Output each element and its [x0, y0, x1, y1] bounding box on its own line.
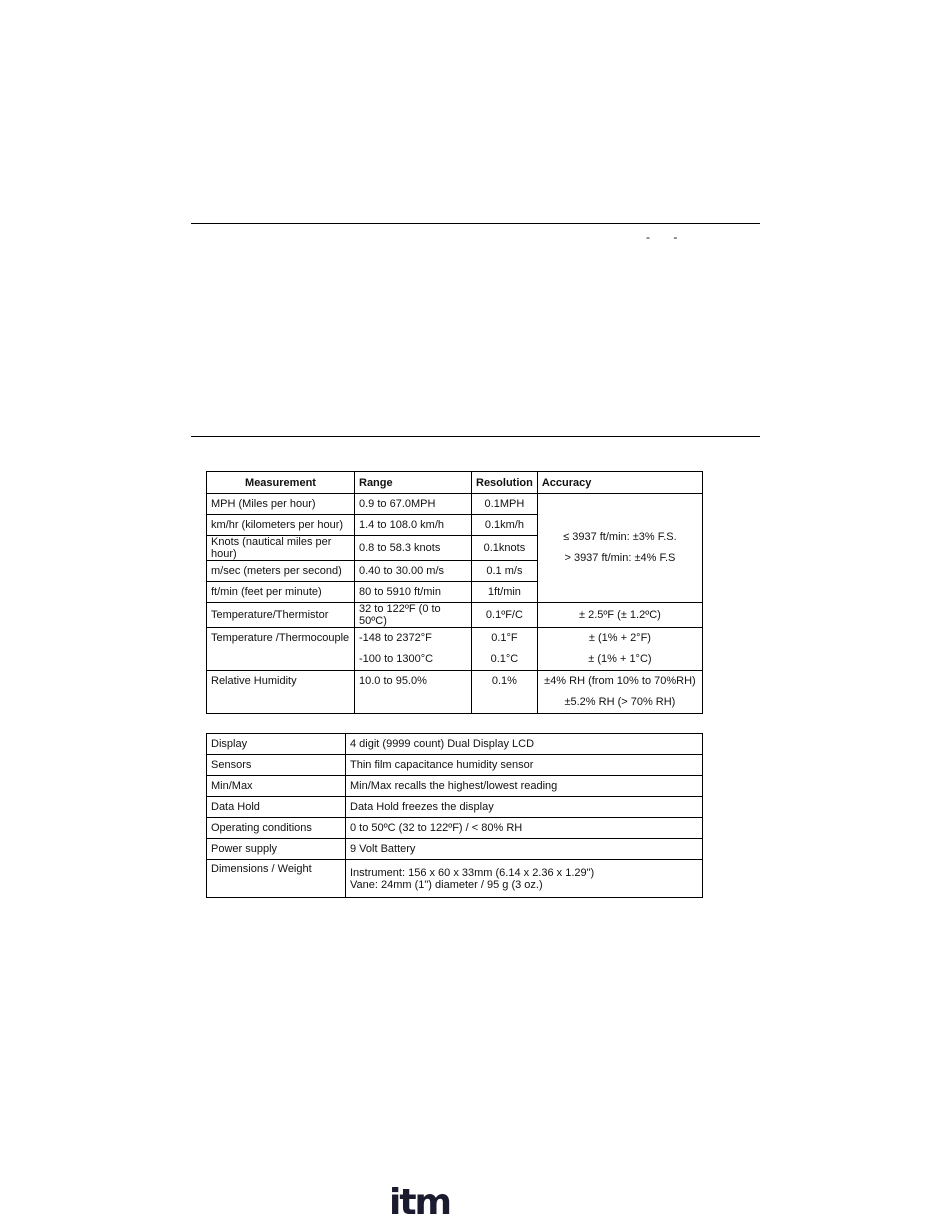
- range-line: -100 to 1300°C: [359, 653, 434, 665]
- accuracy-cell: ± 2.5ºF (± 1.2ºC): [537, 603, 702, 628]
- table-row: [207, 671, 703, 714]
- header-dashes: - -: [646, 230, 688, 244]
- table-row: [207, 797, 703, 818]
- resolution-cell: 0.1MPH: [472, 494, 538, 515]
- measurement-cell: Temperature/Thermistor: [207, 603, 355, 628]
- resolution-cell: 0.1%: [472, 671, 538, 714]
- range-cell: 0.40 to 30.00 m/s: [355, 561, 472, 582]
- spec-label: Power supply: [207, 839, 346, 860]
- resolution-cell: 0.1knots: [472, 536, 538, 561]
- measurement-cell: Temperature /Thermocouple: [207, 628, 355, 671]
- spec-value: [346, 860, 703, 898]
- accuracy-line: ± (1% + 1°C): [588, 653, 652, 665]
- header-resolution: Resolution: [472, 472, 538, 494]
- resolution-line: 0.1°C: [490, 653, 519, 665]
- measurement-cell: Relative Humidity: [207, 671, 355, 714]
- resolution-cell: 1ft/min: [472, 582, 538, 603]
- spec-value: Data Hold freezes the display: [346, 797, 703, 818]
- range-cell: 0.9 to 67.0MPH: [355, 494, 472, 515]
- accuracy-line: ≤ 3937 ft/min: ±3% F.S.: [563, 531, 677, 543]
- spec-label: Operating conditions: [207, 818, 346, 839]
- resolution-cell: [472, 628, 538, 671]
- measurement-cell: km/hr (kilometers per hour): [207, 515, 355, 536]
- accuracy-line: ±5.2% RH (> 70% RH): [564, 696, 676, 708]
- top-rule: [191, 223, 760, 224]
- accuracy-line: ± (1% + 2°F): [588, 632, 651, 644]
- accuracy-line: > 3937 ft/min: ±4% F.S: [564, 552, 676, 564]
- itm-logo: itm: [389, 1182, 451, 1223]
- resolution-cell: 0.1km/h: [472, 515, 538, 536]
- spec-value-line: Instrument: 156 x 60 x 33mm (6.14 x 2.36 x 1.29"): [350, 866, 595, 879]
- general-specifications-table: [206, 733, 703, 898]
- resolution-line: 0.1°F: [491, 632, 518, 644]
- spec-label: Dimensions / Weight: [207, 860, 346, 898]
- header-accuracy: Accuracy: [537, 472, 702, 494]
- table-row: [207, 860, 703, 898]
- spec-label: Sensors: [207, 755, 346, 776]
- table-row: [207, 603, 703, 628]
- table-header-row: [207, 472, 703, 494]
- range-line: -148 to 2372°F: [359, 632, 432, 644]
- resolution-cell: 0.1ºF/C: [472, 603, 538, 628]
- measurement-cell: Knots (nautical miles per hour): [207, 536, 355, 561]
- range-cell: 80 to 5910 ft/min: [355, 582, 472, 603]
- range-cell: [355, 628, 472, 671]
- table-row: [207, 818, 703, 839]
- table-row: [207, 734, 703, 755]
- spec-value: 0 to 50ºC (32 to 122ºF) / < 80% RH: [346, 818, 703, 839]
- spec-value: Min/Max recalls the highest/lowest reading: [346, 776, 703, 797]
- range-cell: 10.0 to 95.0%: [355, 671, 472, 714]
- measurement-cell: ft/min (feet per minute): [207, 582, 355, 603]
- accuracy-cell: [537, 628, 702, 671]
- table-row: [207, 839, 703, 860]
- airflow-accuracy-cell: [537, 494, 702, 603]
- range-cell: 32 to 122ºF (0 to 50ºC): [355, 603, 472, 628]
- header-range: Range: [355, 472, 472, 494]
- table-row: [207, 494, 703, 515]
- table-row: [207, 755, 703, 776]
- spec-value: 4 digit (9999 count) Dual Display LCD: [346, 734, 703, 755]
- measurement-cell: m/sec (meters per second): [207, 561, 355, 582]
- accuracy-line: ±4% RH (from 10% to 70%RH): [544, 675, 696, 687]
- spec-value: Thin film capacitance humidity sensor: [346, 755, 703, 776]
- specifications-table: [206, 471, 703, 714]
- range-cell: 1.4 to 108.0 km/h: [355, 515, 472, 536]
- spec-value: 9 Volt Battery: [346, 839, 703, 860]
- table-row: [207, 776, 703, 797]
- resolution-cell: 0.1 m/s: [472, 561, 538, 582]
- spec-label: Min/Max: [207, 776, 346, 797]
- measurement-cell: MPH (Miles per hour): [207, 494, 355, 515]
- header-measurement: Measurement: [207, 472, 355, 494]
- accuracy-cell: [537, 671, 702, 714]
- table-row: [207, 628, 703, 671]
- spec-label: Data Hold: [207, 797, 346, 818]
- section-rule: [191, 436, 760, 437]
- spec-label: Display: [207, 734, 346, 755]
- range-cell: 0.8 to 58.3 knots: [355, 536, 472, 561]
- spec-value-line: Vane: 24mm (1") diameter / 95 g (3 oz.): [350, 878, 543, 891]
